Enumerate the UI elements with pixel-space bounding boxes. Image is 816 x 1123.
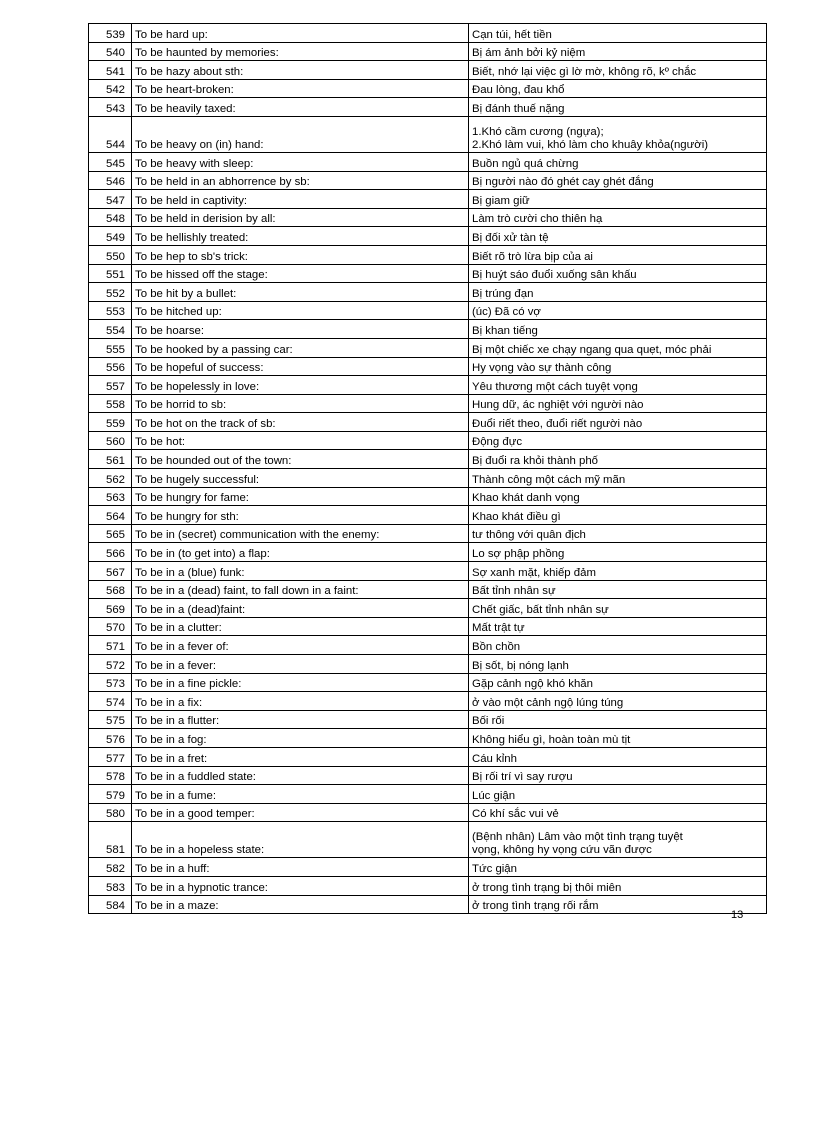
- table-row: [89, 152, 767, 171]
- table-row: [89, 190, 767, 209]
- vietnamese-meaning: Có khí sắc vui vẻ: [469, 803, 767, 822]
- table-row: [89, 450, 767, 469]
- table-row: [89, 506, 767, 525]
- table-row: [89, 245, 767, 264]
- row-number: 552: [89, 283, 132, 302]
- english-phrase: To be in a good temper:: [132, 803, 469, 822]
- row-number: 541: [89, 61, 132, 80]
- table-row: [89, 710, 767, 729]
- english-phrase: To be held in captivity:: [132, 190, 469, 209]
- row-number: 560: [89, 431, 132, 450]
- table-row: [89, 487, 767, 506]
- vietnamese-meaning: Tức giận: [469, 858, 767, 877]
- table-row: [89, 376, 767, 395]
- row-number: 555: [89, 338, 132, 357]
- vietnamese-meaning: Bị người nào đó ghét cay ghét đắng: [469, 171, 767, 190]
- table-row: [89, 822, 767, 858]
- english-phrase: To be in (secret) communication with the enemy:: [132, 524, 469, 543]
- row-number: 576: [89, 729, 132, 748]
- english-phrase: To be hopelessly in love:: [132, 376, 469, 395]
- table-row: [89, 580, 767, 599]
- table-row: [89, 283, 767, 302]
- english-phrase: To be held in an abhorrence by sb:: [132, 171, 469, 190]
- row-number: 544: [89, 116, 132, 152]
- row-number: 540: [89, 42, 132, 61]
- vietnamese-meaning: Lúc giận: [469, 785, 767, 804]
- english-phrase: To be in a (blue) funk:: [132, 562, 469, 581]
- row-number: 553: [89, 301, 132, 320]
- row-number: 561: [89, 450, 132, 469]
- vietnamese-meaning: Buồn ngủ quá chừng: [469, 152, 767, 171]
- row-number: 539: [89, 24, 132, 43]
- vietnamese-meaning: Hy vọng vào sự thành công: [469, 357, 767, 376]
- vietnamese-meaning: Khao khát danh vọng: [469, 487, 767, 506]
- row-number: 556: [89, 357, 132, 376]
- english-phrase: To be heavily taxed:: [132, 98, 469, 117]
- english-phrase: To be in a fix:: [132, 692, 469, 711]
- table-row: [89, 301, 767, 320]
- row-number: 547: [89, 190, 132, 209]
- english-phrase: To be in a maze:: [132, 895, 469, 914]
- english-phrase: To be in a clutter:: [132, 617, 469, 636]
- english-phrase: To be in a fine pickle:: [132, 673, 469, 692]
- table-row: [89, 338, 767, 357]
- vietnamese-meaning: Bồn chồn: [469, 636, 767, 655]
- vietnamese-meaning: Gặp cảnh ngộ khó khăn: [469, 673, 767, 692]
- row-number: 584: [89, 895, 132, 914]
- table-row: [89, 24, 767, 43]
- row-number: 559: [89, 413, 132, 432]
- vietnamese-meaning: Cạn túi, hết tiền: [469, 24, 767, 43]
- vietnamese-meaning: Bị giam giữ: [469, 190, 767, 209]
- vietnamese-meaning: Biết, nhớ lại việc gì lờ mờ, không rõ, kº chắc: [469, 61, 767, 80]
- table-row: [89, 858, 767, 877]
- row-number: 565: [89, 524, 132, 543]
- page-number: 13: [731, 909, 744, 921]
- english-phrase: To be hot:: [132, 431, 469, 450]
- vietnamese-meaning: ở trong tình trạng bị thôi miên: [469, 876, 767, 895]
- vietnamese-meaning: Bị đánh thuế nặng: [469, 98, 767, 117]
- row-number: 578: [89, 766, 132, 785]
- table-row: [89, 766, 767, 785]
- english-phrase: To be heavy with sleep:: [132, 152, 469, 171]
- table-row: [89, 79, 767, 98]
- row-number: 570: [89, 617, 132, 636]
- table-row: [89, 61, 767, 80]
- english-phrase: To be haunted by memories:: [132, 42, 469, 61]
- row-number: 546: [89, 171, 132, 190]
- table-row: [89, 431, 767, 450]
- english-phrase: To be in a hopeless state:: [132, 822, 469, 858]
- row-number: 568: [89, 580, 132, 599]
- table-row: [89, 357, 767, 376]
- table-row: [89, 747, 767, 766]
- table-row: [89, 803, 767, 822]
- vietnamese-meaning: Yêu thương một cách tuyệt vọng: [469, 376, 767, 395]
- vietnamese-meaning: (Bệnh nhân) Lâm vào một tình trạng tuyệt vọng, không hy vọng cứu vãn được: [469, 822, 767, 858]
- row-number: 580: [89, 803, 132, 822]
- english-phrase: To be hugely successful:: [132, 469, 469, 488]
- table-row: [89, 264, 767, 283]
- english-phrase: To be hungry for fame:: [132, 487, 469, 506]
- english-phrase: To be in a (dead)faint:: [132, 599, 469, 618]
- table-row: [89, 785, 767, 804]
- vietnamese-meaning: Chết giấc, bất tỉnh nhân sự: [469, 599, 767, 618]
- english-phrase: To be in a (dead) faint, to fall down in a faint:: [132, 580, 469, 599]
- table-row: [89, 469, 767, 488]
- table-row: [89, 599, 767, 618]
- row-number: 542: [89, 79, 132, 98]
- english-phrase: To be in a flutter:: [132, 710, 469, 729]
- row-number: 566: [89, 543, 132, 562]
- vietnamese-meaning: Sợ xanh mặt, khiếp đảm: [469, 562, 767, 581]
- english-phrase: To be hounded out of the town:: [132, 450, 469, 469]
- row-number: 550: [89, 245, 132, 264]
- vietnamese-meaning: Bị trúng đạn: [469, 283, 767, 302]
- english-phrase: To be in a fume:: [132, 785, 469, 804]
- table-row: [89, 413, 767, 432]
- row-number: 564: [89, 506, 132, 525]
- vietnamese-meaning: Khao khát điều gì: [469, 506, 767, 525]
- table-row: [89, 692, 767, 711]
- english-phrase: To be in a hypnotic trance:: [132, 876, 469, 895]
- vietnamese-meaning: Đuổi riết theo, đuổi riết người nào: [469, 413, 767, 432]
- table-row: [89, 116, 767, 152]
- row-number: 545: [89, 152, 132, 171]
- english-phrase: To be in a fever:: [132, 655, 469, 674]
- row-number: 567: [89, 562, 132, 581]
- table-row: [89, 320, 767, 339]
- row-number: 571: [89, 636, 132, 655]
- vietnamese-meaning: Bị đối xử tàn tệ: [469, 227, 767, 246]
- phrase-table-body: [89, 24, 767, 914]
- vietnamese-meaning: tư thông với quân địch: [469, 524, 767, 543]
- english-phrase: To be in a fret:: [132, 747, 469, 766]
- english-phrase: To be in (to get into) a flap:: [132, 543, 469, 562]
- vietnamese-meaning: Bị một chiếc xe chạy ngang qua quẹt, móc phải: [469, 338, 767, 357]
- vietnamese-meaning: Bị ám ảnh bởi kỷ niệm: [469, 42, 767, 61]
- english-phrase: To be hard up:: [132, 24, 469, 43]
- english-phrase: To be hissed off the stage:: [132, 264, 469, 283]
- vietnamese-meaning: Thành công một cách mỹ mãn: [469, 469, 767, 488]
- english-phrase: To be horrid to sb:: [132, 394, 469, 413]
- vietnamese-meaning: 1.Khó cầm cương (ngựa); 2.Khó làm vui, khó làm cho khuây khỏa(người): [469, 116, 767, 152]
- vietnamese-meaning: Bị sốt, bị nóng lạnh: [469, 655, 767, 674]
- row-number: 573: [89, 673, 132, 692]
- vietnamese-meaning: Không hiểu gì, hoàn toàn mù tịt: [469, 729, 767, 748]
- row-number: 577: [89, 747, 132, 766]
- row-number: 581: [89, 822, 132, 858]
- table-row: [89, 562, 767, 581]
- vietnamese-meaning: Mất trật tự: [469, 617, 767, 636]
- english-phrase: To be hooked by a passing car:: [132, 338, 469, 357]
- table-row: [89, 524, 767, 543]
- english-phrase: To be heart-broken:: [132, 79, 469, 98]
- english-phrase: To be hot on the track of sb:: [132, 413, 469, 432]
- english-phrase: To be hellishly treated:: [132, 227, 469, 246]
- row-number: 575: [89, 710, 132, 729]
- english-phrase: To be hitched up:: [132, 301, 469, 320]
- row-number: 558: [89, 394, 132, 413]
- vietnamese-meaning: Bị đuổi ra khỏi thành phố: [469, 450, 767, 469]
- row-number: 548: [89, 208, 132, 227]
- table-row: [89, 42, 767, 61]
- english-phrase: To be held in derision by all:: [132, 208, 469, 227]
- english-phrase: To be hoarse:: [132, 320, 469, 339]
- english-phrase: To be hep to sb's trick:: [132, 245, 469, 264]
- vietnamese-meaning: Biết rõ trò lừa bịp của ai: [469, 245, 767, 264]
- table-row: [89, 394, 767, 413]
- vietnamese-meaning: Làm trò cười cho thiên hạ: [469, 208, 767, 227]
- english-phrase: To be hopeful of success:: [132, 357, 469, 376]
- vietnamese-meaning: ở trong tình trạng rối rắm: [469, 895, 767, 914]
- table-row: [89, 729, 767, 748]
- row-number: 563: [89, 487, 132, 506]
- row-number: 572: [89, 655, 132, 674]
- vietnamese-meaning: Bối rối: [469, 710, 767, 729]
- table-row: [89, 543, 767, 562]
- row-number: 569: [89, 599, 132, 618]
- row-number: 557: [89, 376, 132, 395]
- row-number: 549: [89, 227, 132, 246]
- english-phrase: To be heavy on (in) hand:: [132, 116, 469, 152]
- english-phrase: To be in a huff:: [132, 858, 469, 877]
- vietnamese-meaning: Bị huýt sáo đuổi xuống sân khấu: [469, 264, 767, 283]
- english-phrase: To be in a fever of:: [132, 636, 469, 655]
- row-number: 554: [89, 320, 132, 339]
- vietnamese-meaning: Cáu kỉnh: [469, 747, 767, 766]
- table-row: [89, 655, 767, 674]
- table-row: [89, 673, 767, 692]
- table-row: [89, 208, 767, 227]
- table-row: [89, 227, 767, 246]
- table-row: [89, 98, 767, 117]
- row-number: 543: [89, 98, 132, 117]
- vietnamese-meaning: Lo sợ phập phồng: [469, 543, 767, 562]
- english-phrase: To be in a fog:: [132, 729, 469, 748]
- table-row: [89, 636, 767, 655]
- row-number: 562: [89, 469, 132, 488]
- row-number: 574: [89, 692, 132, 711]
- vietnamese-meaning: Hung dữ, ác nghiệt với người nào: [469, 394, 767, 413]
- table-row: [89, 617, 767, 636]
- english-phrase: To be in a fuddled state:: [132, 766, 469, 785]
- vietnamese-meaning: Động đực: [469, 431, 767, 450]
- vietnamese-meaning: Bị khan tiếng: [469, 320, 767, 339]
- english-phrase: To be hazy about sth:: [132, 61, 469, 80]
- phrase-table: [88, 23, 767, 914]
- table-row: [89, 876, 767, 895]
- vietnamese-meaning: Bị rối trí vì say rượu: [469, 766, 767, 785]
- row-number: 579: [89, 785, 132, 804]
- vietnamese-meaning: ở vào một cảnh ngộ lúng túng: [469, 692, 767, 711]
- vietnamese-meaning: Bất tỉnh nhân sự: [469, 580, 767, 599]
- english-phrase: To be hungry for sth:: [132, 506, 469, 525]
- vietnamese-meaning: Đau lòng, đau khổ: [469, 79, 767, 98]
- table-row: [89, 171, 767, 190]
- vietnamese-meaning: (úc) Đã có vợ: [469, 301, 767, 320]
- row-number: 551: [89, 264, 132, 283]
- table-row: [89, 895, 767, 914]
- english-phrase: To be hit by a bullet:: [132, 283, 469, 302]
- row-number: 582: [89, 858, 132, 877]
- row-number: 583: [89, 876, 132, 895]
